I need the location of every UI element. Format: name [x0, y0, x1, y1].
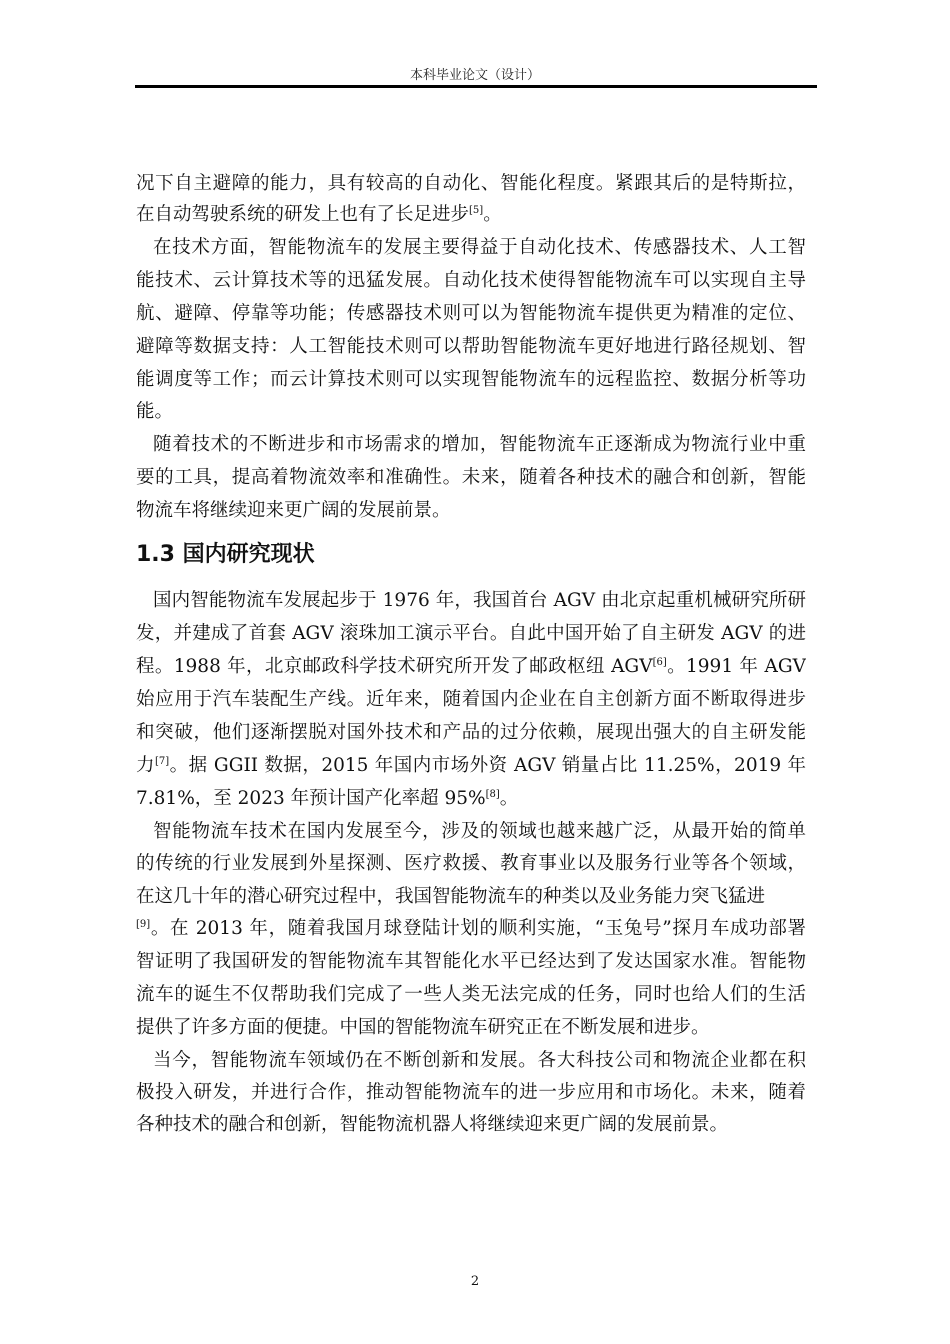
section-heading: 1.3 国内研究现状: [136, 542, 315, 567]
citation-reference: [7]: [154, 756, 170, 767]
text-run: 。在 2013 年，随着我国月球登陆计划的顺利实施，“玉兔号”探月车成功部署: [150, 918, 806, 939]
text-run: 随着技术的不断进步和市场需求的增加，智能物流车正逐渐成为物流行业中重: [153, 434, 806, 455]
paragraph-1-line-5: [136, 399, 806, 425]
text-run: 要的工具，提高着物流效率和准确性。未来，随着各种技术的融合和创新，智能: [136, 467, 806, 488]
paragraph-5-line-0: [153, 1048, 806, 1074]
paragraph-1-line-3: [136, 334, 806, 360]
text-run: 在自动驾驶系统的研发上也有了长足进步: [136, 204, 470, 225]
paragraph-4-line-0: [153, 819, 806, 845]
text-run: 程。1988 年，北京邮政科学技术研究所开发了邮政枢纽 AGV: [136, 656, 653, 677]
text-run: 能。: [136, 401, 174, 422]
paragraph-3-line-1: [136, 621, 806, 647]
text-run: 各种技术的融合和创新，智能物流机器人将继续迎来更广阔的发展前景。: [136, 1114, 729, 1135]
text-run: 发，并建成了首套 AGV 滚珠加工演示平台。自此中国开始了自主研发 AGV 的进: [136, 623, 806, 644]
text-run: 流车的诞生不仅帮助我们完成了一些人类无法完成的任务，同时也给人们的生活: [136, 984, 806, 1005]
text-run: 智证明了我国研发的智能物流车其智能化水平已经达到了发达国家水准。智能物: [136, 951, 806, 972]
text-run: 航、避障、停靠等功能；传感器技术则可以为智能物流车提供更为精准的定位、: [136, 303, 806, 324]
paragraph-0-line-0: [136, 171, 806, 197]
text-run: 在这几十年的潜心研究过程中，我国智能物流车的种类以及业务能力突飞猛进: [136, 886, 766, 907]
text-run: 。: [499, 788, 519, 809]
text-run: 能技术、云计算技术等的迅猛发展。自动化技术使得智能物流车可以实现自主导: [136, 270, 806, 291]
citation-reference: [8]: [485, 789, 500, 800]
paragraph-3-line-4: [136, 720, 806, 746]
text-run: 力: [136, 755, 155, 776]
text-run: 和突破，他们逐渐摆脱对国外技术和产品的过分依赖，展现出强大的自主研发能: [136, 722, 806, 743]
text-run: 。据 GGII 数据，2015 年国内市场外资 AGV 销量占比 11.25%，2019 年: [169, 755, 806, 776]
text-run: 的传统的行业发展到外星探测、医疗救援、教育事业以及服务行业等各个领域，: [136, 853, 806, 874]
paragraph-5-line-2: [136, 1112, 806, 1138]
paragraph-4-line-3: [136, 916, 806, 942]
citation-reference: [5]: [469, 205, 484, 216]
page-number: 2: [470, 1274, 480, 1289]
text-run: 提供了许多方面的便捷。中国的智能物流车研究正在不断发展和进步。: [136, 1017, 710, 1038]
paragraph-2-line-2: [136, 498, 806, 524]
text-run: 能调度等工作；而云计算技术则可以实现智能物流车的远程监控、数据分析等功: [136, 369, 806, 390]
paragraph-1-line-0: [153, 235, 806, 261]
text-run: 物流车将继续迎来更广阔的发展前景。: [136, 500, 451, 521]
paragraph-4-line-2: [136, 884, 806, 910]
paragraph-4-line-4: [136, 949, 806, 975]
paragraph-0-line-1: [136, 202, 806, 228]
paragraph-3-line-0: [153, 588, 806, 614]
text-run: 始应用于汽车装配生产线。近年来，随着国内企业在自主创新方面不断取得进步: [136, 689, 806, 710]
text-run: 。1991 年 AGV: [666, 656, 806, 677]
paragraph-4-line-1: [136, 851, 806, 877]
text-run: 在技术方面，智能物流车的发展主要得益于自动化技术、传感器技术、人工智: [153, 237, 806, 258]
text-run: 况下自主避障的能力，具有较高的自动化、智能化程度。紧跟其后的是特斯拉，: [136, 173, 806, 194]
citation-reference: [6]: [652, 657, 667, 668]
running-header: 本科毕业论文（设计）: [409, 68, 540, 83]
paragraph-3-line-6: [136, 786, 806, 812]
paragraph-3-line-3: [136, 687, 806, 713]
paragraph-2-line-0: [153, 432, 806, 458]
paragraph-1-line-4: [136, 367, 806, 393]
paragraph-3-line-5: [136, 753, 806, 779]
paragraph-1-line-1: [136, 268, 806, 294]
text-run: 。: [483, 204, 502, 225]
header-rule: [135, 85, 817, 88]
text-run: 智能物流车技术在国内发展至今，涉及的领域也越来越广泛，从最开始的简单: [153, 821, 806, 842]
paragraph-3-line-2: [136, 654, 806, 680]
paragraph-5-line-1: [136, 1080, 806, 1106]
paragraph-2-line-1: [136, 465, 806, 491]
text-run: 极投入研发，并进行合作，推动智能物流车的进一步应用和市场化。未来，随着: [136, 1082, 806, 1103]
text-run: 7.81%，至 2023 年预计国产化率超 95%: [136, 788, 486, 809]
paragraph-1-line-2: [136, 301, 806, 327]
citation-reference: [9]: [136, 919, 151, 930]
text-run: 避障等数据支持：人工智能技术则可以帮助智能物流车更好地进行路径规划、智: [136, 336, 806, 357]
text-run: 当今，智能物流车领域仍在不断创新和发展。各大科技公司和物流企业都在积: [153, 1050, 806, 1071]
paragraph-4-line-6: [136, 1015, 806, 1041]
text-run: 国内智能物流车发展起步于 1976 年，我国首台 AGV 由北京起重机械研究所研: [153, 590, 806, 611]
paragraph-4-line-5: [136, 982, 806, 1008]
